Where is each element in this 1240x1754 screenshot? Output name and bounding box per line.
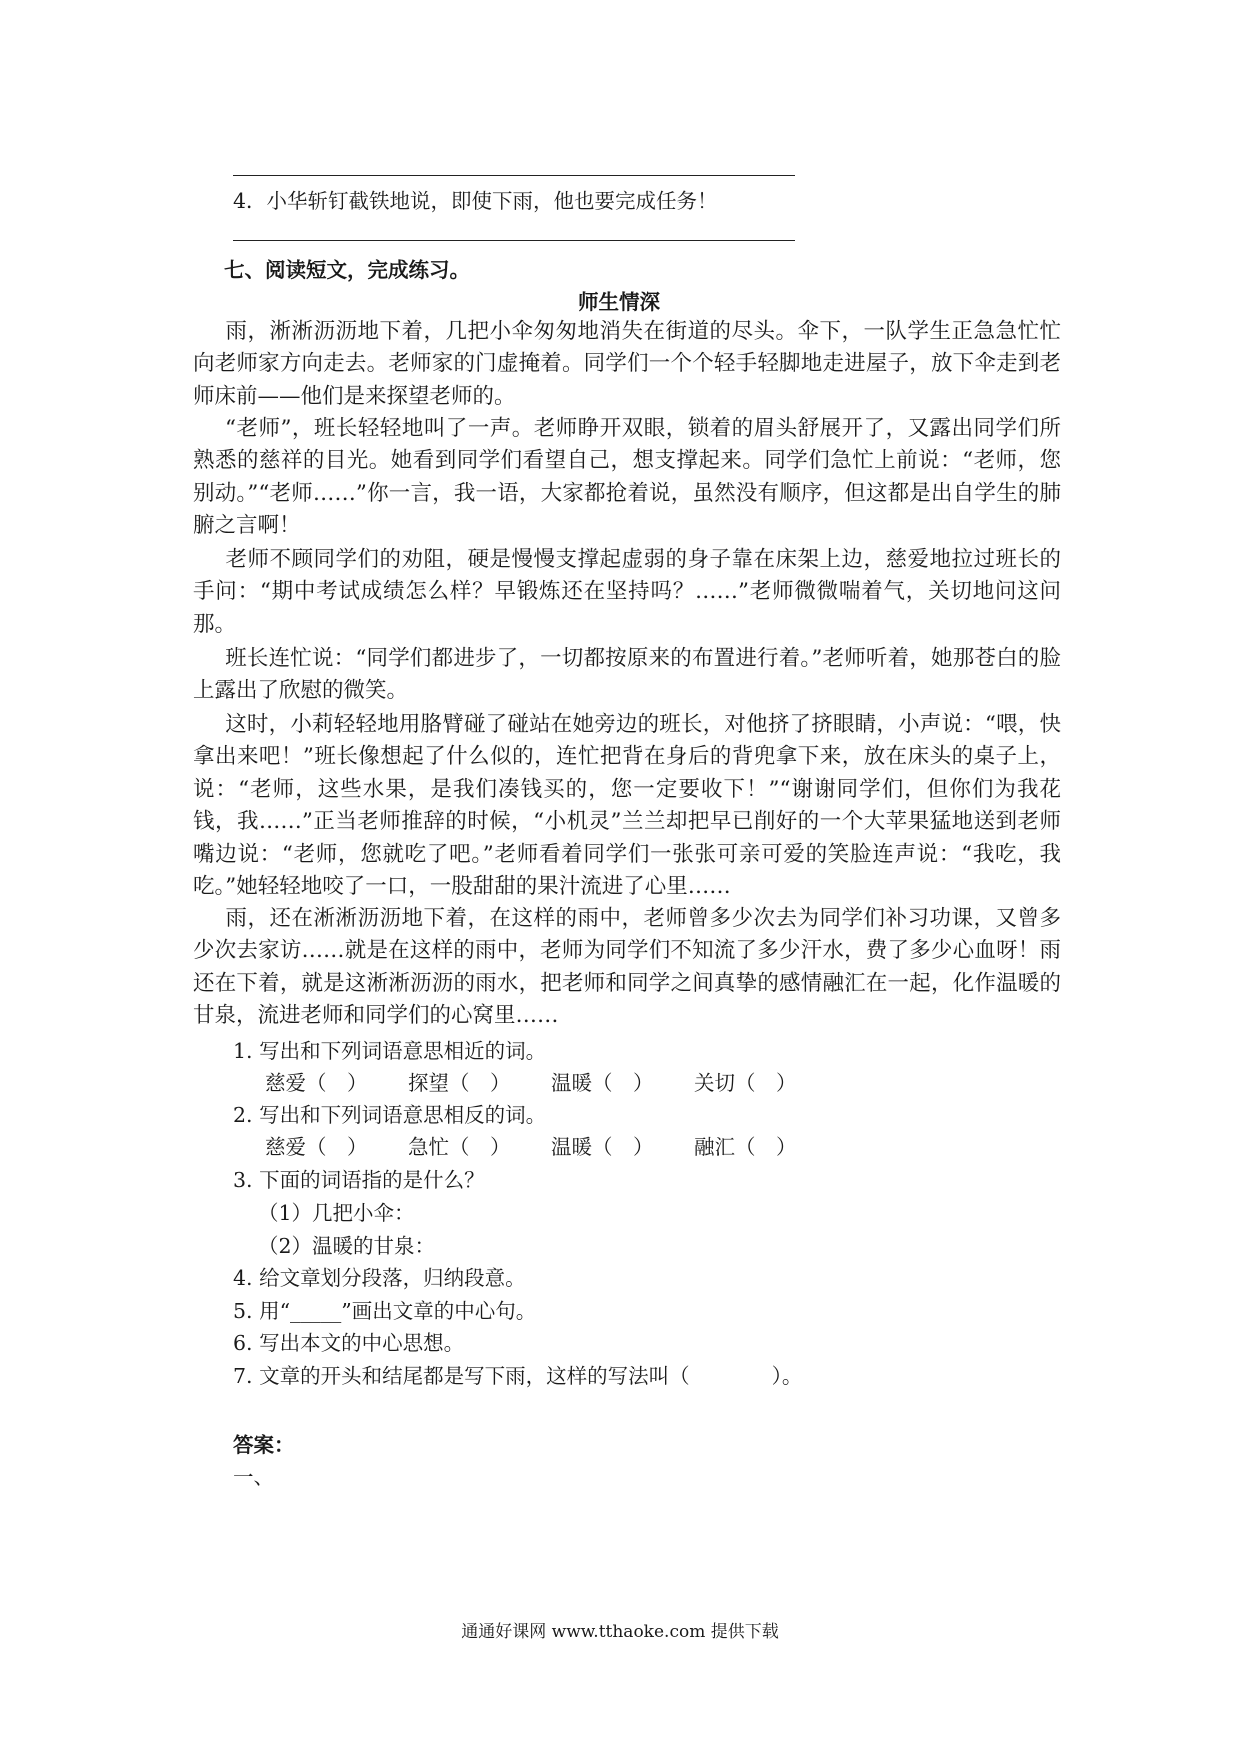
answers-heading: 答案：	[233, 1433, 295, 1457]
answer-line-bottom	[233, 240, 795, 241]
passage-paragraph: “老师”，班长轻轻地叫了一声。老师睁开双眼，锁着的眉头舒展开了，又露出同学们所熟悉的慈祥的目光。她看到同学们看望自己，想支撑起来。同学们急忙上前说：“老师，您别动。”“老师……”你一言，我一语，大家都抢着说，虽然没有顺序，但这都是出自学生的肺腑之言啊！	[193, 416, 1061, 539]
q1-word: 温暖（ ）	[551, 1071, 654, 1095]
question-5: 5. 用“_____”画出文章的中心句。	[233, 1299, 537, 1323]
question-4: 4. 给文章划分段落，归纳段意。	[233, 1266, 526, 1290]
q1-word: 关切（ ）	[694, 1071, 797, 1095]
question-7: 7. 文章的开头和结尾都是写下雨，这样的写法叫（ ）。	[233, 1364, 803, 1388]
q2-word: 急忙（ ）	[408, 1135, 511, 1159]
passage-paragraph: 雨，淅淅沥沥地下着，几把小伞匆匆地消失在街道的尽头。伞下，一队学生正急急忙忙向老师家方向走去。老师家的门虚掩着。同学们一个个轻手轻脚地走进屋子，放下伞走到老师床前——他们是来探望老师的。	[193, 319, 1061, 409]
q2-word: 融汇（ ）	[694, 1135, 797, 1159]
passage-paragraph: 老师不顾同学们的劝阻，硬是慢慢支撑起虚弱的身子靠在床架上边，慈爱地拉过班长的手问：“期中考试成绩怎么样？早锻炼还在坚持吗？……”老师微微喘着气，关切地问这问那。	[193, 547, 1061, 637]
question-3-part-2: （2）温暖的甘泉：	[258, 1234, 436, 1258]
question-4-sentence: 4．小华斩钉截铁地说，即使下雨，他也要完成任务！	[233, 189, 718, 213]
passage-paragraph: 雨，还在淅淅沥沥地下着，在这样的雨中，老师曾多少次去为同学们补习功课，又曾多少次去家访……就是在这样的雨中，老师为同学们不知流了多少汗水，费了多少心血呀！雨还在下着，就是这淅淅沥沥的雨水，把老师和同学之间真挚的感情融汇在一起，化作温暖的甘泉，流进老师和同学们的心窝里……	[193, 906, 1061, 1029]
question-6: 6. 写出本文的中心思想。	[233, 1331, 465, 1355]
answers-section-1: 一、	[233, 1465, 274, 1489]
passage-title: 师生情深	[578, 290, 660, 314]
passage-paragraph: 班长连忙说：“同学们都进步了，一切都按原来的布置进行着。”老师听着，她那苍白的脸上露出了欣慰的微笑。	[193, 646, 1061, 704]
question-3: 3. 下面的词语指的是什么？	[233, 1168, 485, 1192]
section-heading: 七、阅读短文，完成练习。	[224, 258, 470, 282]
q2-word: 温暖（ ）	[551, 1135, 654, 1159]
answer-line-top	[233, 175, 795, 176]
q1-word: 探望（ ）	[408, 1071, 511, 1095]
q2-word: 慈爱（ ）	[265, 1135, 368, 1159]
page-footer: 通通好课网 www.tthaoke.com 提供下载	[461, 1622, 779, 1642]
question-3-part-1: （1）几把小伞：	[258, 1201, 415, 1225]
passage-paragraph: 这时，小莉轻轻地用胳臂碰了碰站在她旁边的班长，对他挤了挤眼睛，小声说：“喂，快拿出来吧！”班长像想起了什么似的，连忙把背在身后的背兜拿下来，放在床头的桌子上，说：“老师，这些水果，是我们凑钱买的，您一定要收下！”“谢谢同学们，但你们为我花钱，我……”正当老师推辞的时候，“小机灵”兰兰却把早已削好的一个大苹果猛地送到老师嘴边说：“老师，您就吃了吧。”老师看着同学们一张张可亲可爱的笑脸连声说：“我吃，我吃。”她轻轻地咬了一口，一股甜甜的果汁流进了心里……	[193, 712, 1061, 900]
question-1: 1. 写出和下列词语意思相近的词。	[233, 1039, 547, 1063]
question-2: 2. 写出和下列词语意思相反的词。	[233, 1103, 547, 1127]
q1-word: 慈爱（ ）	[265, 1071, 368, 1095]
